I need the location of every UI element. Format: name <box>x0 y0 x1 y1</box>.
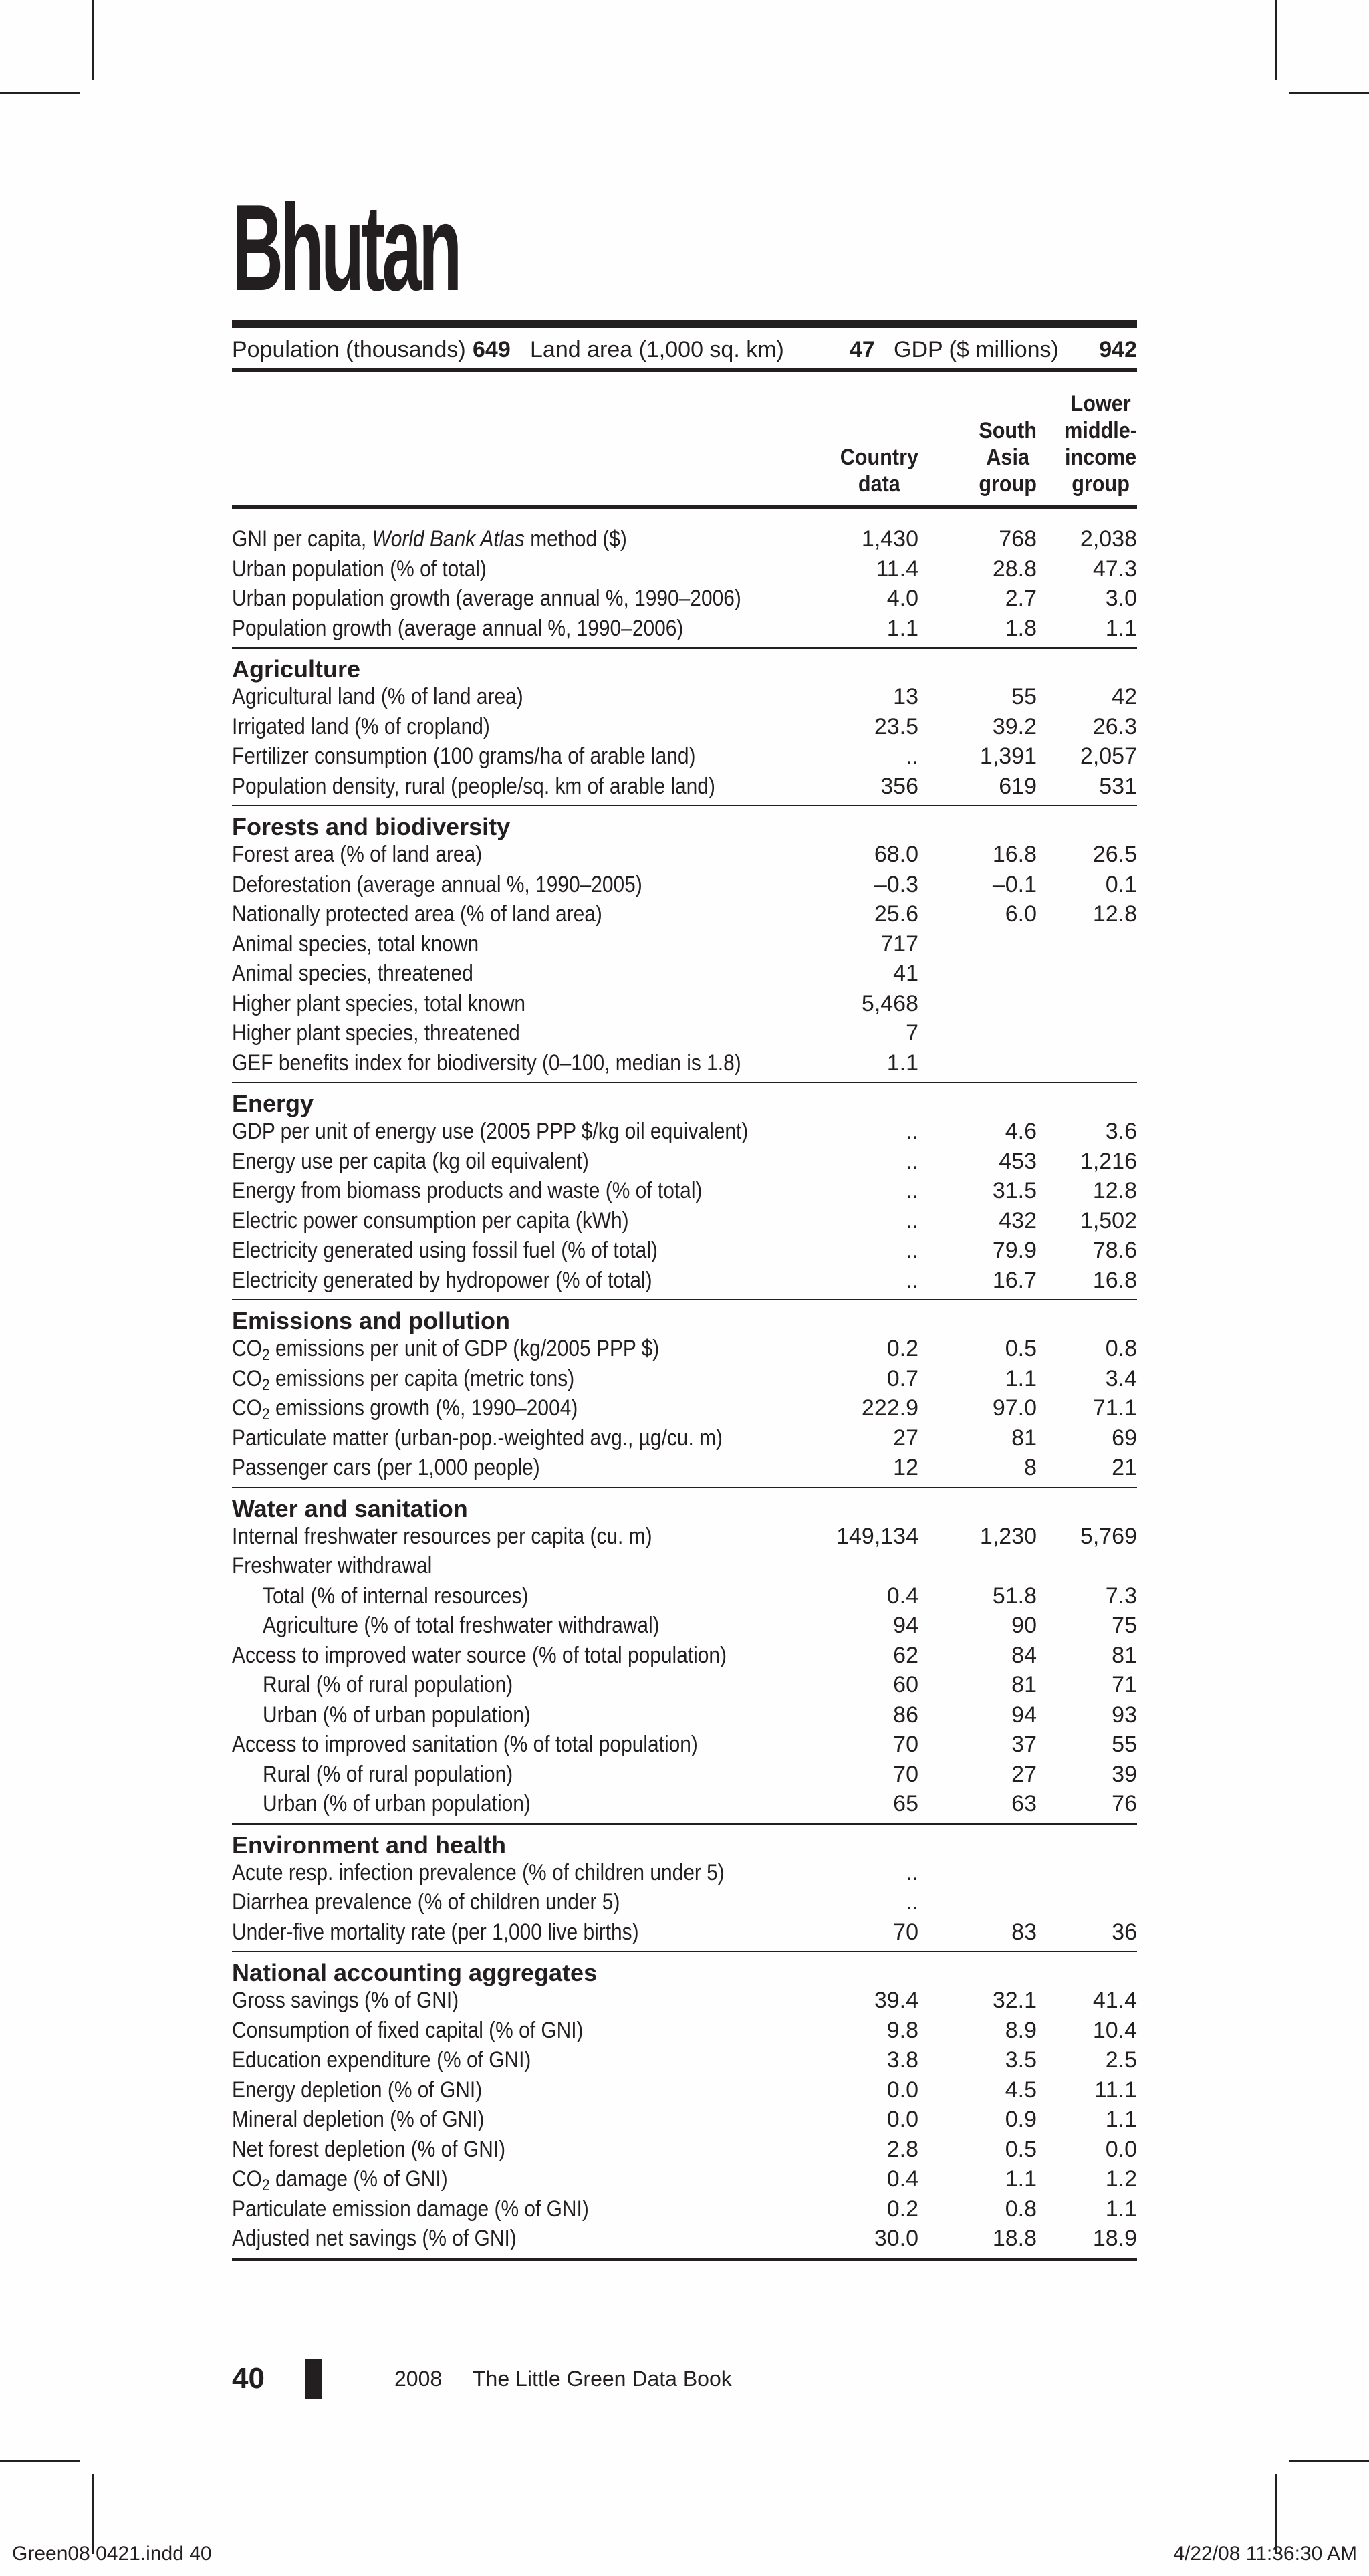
row-value-v2: 81 <box>1011 1425 1037 1451</box>
row-value-v2: 63 <box>1011 1791 1037 1817</box>
row-value-v1: 5,468 <box>861 990 918 1016</box>
row-value-v3: 55 <box>1112 1732 1137 1757</box>
footer-book-title: The Little Green Data Book <box>473 2367 732 2391</box>
table-section <box>232 1488 1137 1825</box>
table-row <box>232 772 1137 802</box>
row-value-v3: 71.1 <box>1092 1395 1137 1421</box>
population-value: 649 <box>473 337 511 362</box>
row-value-v2: 28.8 <box>992 556 1037 582</box>
row-value-v3: 2.5 <box>1105 2047 1137 2073</box>
table-section <box>232 1952 1137 2261</box>
table-row <box>232 1176 1137 1206</box>
table-row <box>232 1117 1137 1147</box>
row-value-v1: 68.0 <box>874 842 918 867</box>
row-label: Population density, rural (people/sq. km of arable land) <box>232 773 715 799</box>
section-title: Water and sanitation <box>232 1494 468 1522</box>
row-value-v1: 0.2 <box>886 1336 918 1361</box>
table-row <box>232 1018 1137 1048</box>
row-label: Diarrhea prevalence (% of children under 5) <box>232 1889 620 1915</box>
row-value-v2: 4.6 <box>1005 1119 1037 1144</box>
row-value-v1: .. <box>906 743 918 769</box>
row-value-v1: 1,430 <box>861 526 918 552</box>
row-value-v2: 1.8 <box>1005 615 1037 641</box>
table-row <box>232 1551 1137 1581</box>
row-label: Acute resp. infection prevalence (% of children under 5) <box>232 1859 725 1885</box>
column-header-country <box>810 444 918 497</box>
table-row <box>232 899 1137 929</box>
row-value-v1: 11.4 <box>876 556 918 582</box>
summary-rule <box>232 368 1137 372</box>
row-label: Energy use per capita (kg oil equivalent) <box>232 1148 589 1174</box>
row-value-v1: 1.1 <box>886 615 918 641</box>
row-label: GNI per capita, World Bank Atlas method ($) <box>232 526 627 552</box>
row-label: Agricultural land (% of land area) <box>232 684 523 709</box>
row-value-v3: 3.6 <box>1105 1119 1137 1144</box>
table-row <box>232 554 1137 584</box>
row-label: Passenger cars (per 1,000 people) <box>232 1455 540 1480</box>
row-value-v1: 0.4 <box>886 2166 918 2192</box>
row-label: GDP per unit of energy use (2005 PPP $/kg oil equivalent) <box>232 1119 749 1144</box>
row-label: Particulate matter (urban-pop.-weighted avg., µg/cu. m) <box>232 1425 723 1451</box>
row-value-v3: 3.0 <box>1105 586 1137 611</box>
row-value-v1: 70 <box>893 1919 918 1945</box>
row-label: Animal species, total known <box>232 931 479 957</box>
row-value-v3: 41.4 <box>1092 1988 1137 2013</box>
page-title: Bhutan <box>232 179 459 316</box>
table-row <box>232 524 1137 554</box>
header-line: South <box>979 418 1037 443</box>
row-label: Access to improved water source (% of total population) <box>232 1642 727 1668</box>
table-row <box>232 2075 1137 2105</box>
header-line: data <box>858 471 900 497</box>
row-value-v1: 0.0 <box>886 2077 918 2103</box>
row-value-v1: 7 <box>906 1020 918 1046</box>
row-value-v1: .. <box>906 1119 918 1144</box>
table-row <box>232 1364 1137 1394</box>
table-row <box>232 2135 1137 2165</box>
row-label: Irrigated land (% of cropland) <box>232 713 490 739</box>
table-row <box>232 1453 1137 1483</box>
land-area-label: Land area (1,000 sq. km) <box>530 337 784 362</box>
row-value-v2: –0.1 <box>992 871 1037 897</box>
row-value-v2: 55 <box>1011 684 1037 709</box>
row-value-v1: 27 <box>893 1425 918 1451</box>
row-value-v3: 21 <box>1112 1455 1137 1480</box>
table-row <box>232 1393 1137 1423</box>
row-value-v2: 94 <box>1011 1702 1037 1728</box>
row-value-v3: 3.4 <box>1105 1365 1137 1391</box>
row-value-v1: .. <box>906 1238 918 1263</box>
page-footer <box>232 2359 1137 2399</box>
row-value-v1: 149,134 <box>836 1523 918 1549</box>
header-line: group <box>1072 471 1130 497</box>
table-row <box>232 2194 1137 2224</box>
header-line: income <box>1065 445 1137 470</box>
row-value-v1: .. <box>906 1859 918 1885</box>
row-label: Urban population growth (average annual %, 1990–2006) <box>232 586 741 611</box>
table-row <box>232 959 1137 989</box>
row-value-v1: .. <box>906 1207 918 1234</box>
crop-mark <box>1275 0 1277 80</box>
row-label: Mineral depletion (% of GNI) <box>232 2107 485 2132</box>
row-value-v3: 1.2 <box>1105 2166 1137 2192</box>
row-value-v3: 1,502 <box>1080 1207 1137 1234</box>
row-value-v1: .. <box>906 1148 918 1174</box>
table-row <box>232 741 1137 772</box>
row-label: Energy depletion (% of GNI) <box>232 2077 483 2103</box>
section-title: Energy <box>232 1090 314 1117</box>
row-label: Education expenditure (% of GNI) <box>232 2047 531 2073</box>
table-row <box>232 1522 1137 1552</box>
table-row <box>232 1236 1137 1266</box>
row-label: Rural (% of rural population) <box>263 1672 513 1697</box>
slug-file: Green08 0421.indd 40 <box>12 2543 212 2565</box>
row-value-v2: 0.5 <box>1005 2136 1037 2162</box>
row-value-v3: 11.1 <box>1094 2077 1137 2103</box>
row-value-v3: 42 <box>1112 684 1137 709</box>
row-value-v2: 4.5 <box>1005 2077 1037 2103</box>
row-value-v1: 39.4 <box>874 1988 918 2013</box>
table-row <box>232 1887 1137 1917</box>
row-value-v3: 1.1 <box>1105 615 1137 641</box>
row-value-v3: 81 <box>1112 1642 1137 1668</box>
table-row <box>232 2045 1137 2075</box>
row-value-v3: 78.6 <box>1092 1238 1137 1263</box>
table-row <box>232 2164 1137 2194</box>
row-value-v3: 12.8 <box>1092 1178 1137 1203</box>
table-row <box>232 989 1137 1019</box>
row-value-v2: 37 <box>1011 1732 1037 1757</box>
row-value-v3: 47.3 <box>1092 556 1137 582</box>
summary-row <box>232 332 1137 367</box>
population-label: Population (thousands) <box>232 337 466 362</box>
row-value-v1: 1.1 <box>886 1050 918 1076</box>
table-row <box>232 614 1137 644</box>
row-label: Agriculture (% of total freshwater withdrawal) <box>263 1613 660 1638</box>
table-section <box>232 1083 1137 1300</box>
column-header-lines <box>979 417 1037 497</box>
row-value-v1: 2.8 <box>886 2136 918 2162</box>
row-label: Electric power consumption per capita (kWh) <box>232 1207 629 1234</box>
crop-mark <box>0 2460 80 2462</box>
row-label: Population growth (average annual %, 1990–2006) <box>232 615 684 641</box>
row-label: Access to improved sanitation (% of total population) <box>232 1732 698 1757</box>
row-label: $CO_2$ damage (% of GNI) <box>232 2166 448 2194</box>
row-value-v1: 86 <box>893 1702 918 1728</box>
row-value-v3: 12.8 <box>1092 901 1137 927</box>
row-label: Rural (% of rural population) <box>263 1761 513 1787</box>
row-value-v1: 70 <box>893 1761 918 1787</box>
row-value-v1: 0.2 <box>886 2196 918 2222</box>
row-value-v1: 717 <box>880 931 918 957</box>
column-header-lines <box>1064 390 1137 497</box>
row-label: Urban population (% of total) <box>232 556 487 582</box>
row-value-v2: 97.0 <box>992 1395 1037 1421</box>
row-value-v1: 60 <box>893 1672 918 1697</box>
row-value-v3: 10.4 <box>1092 2017 1137 2043</box>
header-line: Country <box>840 445 918 470</box>
row-value-v3: 0.8 <box>1105 1336 1137 1361</box>
section-title: Environment and health <box>232 1831 507 1859</box>
row-label: Higher plant species, threatened <box>232 1020 520 1046</box>
row-value-v1: 41 <box>893 961 918 986</box>
row-value-v2: 27 <box>1011 1761 1037 1787</box>
section-title: Emissions and pollution <box>232 1307 511 1334</box>
row-value-v3: 39 <box>1112 1761 1137 1787</box>
row-value-v1: 3.8 <box>886 2047 918 2073</box>
row-value-v2: 1,230 <box>979 1523 1037 1549</box>
row-value-v3: 93 <box>1112 1702 1137 1728</box>
footer-bar <box>305 2359 322 2399</box>
row-value-v3: 76 <box>1112 1791 1137 1817</box>
column-header-lines <box>840 444 918 497</box>
row-label: Net forest depletion (% of GNI) <box>232 2136 506 2162</box>
table-row <box>232 929 1137 959</box>
row-label: $CO_2$ emissions per capita (metric tons) <box>232 1365 575 1394</box>
top-rule <box>232 320 1137 328</box>
crop-mark <box>92 0 94 80</box>
table-row <box>232 870 1137 900</box>
header-line: group <box>979 471 1037 497</box>
row-value-v2: 0.5 <box>1005 1336 1037 1361</box>
land-area-value: 47 <box>850 337 875 362</box>
table-row <box>232 1334 1137 1364</box>
row-label: Animal species, threatened <box>232 961 473 986</box>
row-value-v2: 31.5 <box>992 1178 1037 1203</box>
table-row <box>232 1760 1137 1790</box>
row-value-v1: 94 <box>893 1613 918 1638</box>
row-value-v1: 23.5 <box>874 713 918 739</box>
table-section <box>232 1300 1137 1488</box>
row-value-v2: 6.0 <box>1005 901 1037 927</box>
row-value-v3: 18.9 <box>1092 2226 1137 2251</box>
row-value-v1: 30.0 <box>874 2226 918 2251</box>
header-line: middle- <box>1064 418 1137 443</box>
column-header-lower-middle-income <box>1029 390 1137 497</box>
table-section <box>232 649 1137 806</box>
row-label: Nationally protected area (% of land area) <box>232 901 602 927</box>
row-value-v3: 75 <box>1112 1613 1137 1638</box>
row-value-v3: 2,057 <box>1080 743 1137 769</box>
row-value-v2: 16.8 <box>992 842 1037 867</box>
table-row <box>232 1641 1137 1671</box>
row-value-v2: 83 <box>1011 1919 1037 1945</box>
row-value-v1: 25.6 <box>874 901 918 927</box>
table-row <box>232 1266 1137 1296</box>
row-value-v1: 356 <box>880 773 918 799</box>
table-row <box>232 2105 1137 2135</box>
row-value-v3: 26.3 <box>1092 713 1137 739</box>
row-value-v1: 13 <box>893 684 918 709</box>
row-value-v2: 81 <box>1011 1672 1037 1697</box>
row-value-v1: .. <box>906 1267 918 1293</box>
header-line: Asia <box>986 445 1029 470</box>
indicator-table <box>232 515 1137 2261</box>
row-value-v2: 619 <box>999 773 1037 799</box>
gdp-label: GDP ($ millions) <box>894 337 1059 362</box>
table-row <box>232 1986 1137 2016</box>
row-label: Energy from biomass products and waste (% of total) <box>232 1178 703 1203</box>
row-value-v2: 79.9 <box>992 1238 1037 1263</box>
row-value-v3: 1.1 <box>1105 2107 1137 2132</box>
slug-date: 4/22/08 11:36:30 AM <box>1173 2543 1357 2565</box>
footer-year: 2008 <box>394 2367 443 2391</box>
row-value-v3: 7.3 <box>1105 1583 1137 1609</box>
row-label: Higher plant species, total known <box>232 990 526 1016</box>
row-value-v2: 0.8 <box>1005 2196 1037 2222</box>
row-value-v2: 16.7 <box>992 1267 1037 1293</box>
table-row <box>232 1147 1137 1177</box>
header-rule <box>232 505 1137 509</box>
row-label: $CO_2$ emissions per unit of GDP (kg/2005 PPP $) <box>232 1336 660 1364</box>
row-value-v2: 453 <box>999 1148 1037 1174</box>
row-value-v3: 36 <box>1112 1919 1137 1945</box>
row-value-v2: 32.1 <box>992 1988 1037 2013</box>
row-value-v3: 16.8 <box>1092 1267 1137 1293</box>
section-title: Forests and biodiversity <box>232 813 511 840</box>
row-value-v2: 84 <box>1011 1642 1037 1668</box>
row-value-v1: 0.7 <box>886 1365 918 1391</box>
row-label: Adjusted net savings (% of GNI) <box>232 2226 517 2251</box>
row-value-v2: 51.8 <box>992 1583 1037 1609</box>
row-label: Particulate emission damage (% of GNI) <box>232 2196 589 2222</box>
table-row <box>232 1730 1137 1760</box>
table-row <box>232 2224 1137 2254</box>
header-line: Lower <box>1070 391 1131 417</box>
row-value-v1: –0.3 <box>874 871 918 897</box>
column-header-south-asia <box>928 417 1037 497</box>
row-value-v3: 1,216 <box>1080 1148 1137 1174</box>
row-value-v2: 90 <box>1011 1613 1037 1638</box>
row-value-v1: 0.4 <box>886 1583 918 1609</box>
section-title: Agriculture <box>232 655 361 683</box>
page-number: 40 <box>232 2362 265 2395</box>
row-value-v3: 0.0 <box>1105 2136 1137 2162</box>
table-row <box>232 584 1137 614</box>
row-value-v2: 39.2 <box>992 713 1037 739</box>
row-label: Consumption of fixed capital (% of GNI) <box>232 2017 584 2043</box>
row-value-v1: .. <box>906 1889 918 1915</box>
row-value-v1: 12 <box>893 1455 918 1480</box>
crop-mark <box>1289 92 1369 94</box>
row-value-v3: 5,769 <box>1080 1523 1137 1549</box>
row-value-v2: 3.5 <box>1005 2047 1037 2073</box>
crop-mark <box>1289 2460 1369 2462</box>
table-row <box>232 682 1137 712</box>
table-row <box>232 1700 1137 1730</box>
row-value-v2: 8.9 <box>1005 2017 1037 2043</box>
row-label: Urban (% of urban population) <box>263 1702 531 1728</box>
table-row <box>232 2016 1137 2046</box>
row-value-v2: 2.7 <box>1005 586 1037 611</box>
row-value-v2: 1.1 <box>1005 1365 1037 1391</box>
row-label: Electricity generated by hydropower (% of total) <box>232 1267 652 1293</box>
row-value-v1: 70 <box>893 1732 918 1757</box>
row-value-v1: 9.8 <box>886 2017 918 2043</box>
row-label: GEF benefits index for biodiversity (0–100, median is 1.8) <box>232 1050 741 1076</box>
row-value-v2: 1,391 <box>979 743 1037 769</box>
row-value-v3: 1.1 <box>1105 2196 1137 2222</box>
table-row <box>232 1423 1137 1453</box>
row-value-v3: 71 <box>1112 1672 1137 1697</box>
table-row <box>232 1917 1137 1948</box>
row-value-v3: 2,038 <box>1080 526 1137 552</box>
row-label: Forest area (% of land area) <box>232 842 483 867</box>
row-value-v3: 0.1 <box>1105 871 1137 897</box>
row-label: Urban (% of urban population) <box>263 1791 531 1817</box>
row-label: Freshwater withdrawal <box>232 1553 432 1578</box>
row-label: $CO_2$ emissions growth (%, 1990–2004) <box>232 1395 578 1423</box>
section-title: National accounting aggregates <box>232 1959 598 1986</box>
table-row <box>232 1206 1137 1236</box>
table-section <box>232 806 1137 1083</box>
table-row <box>232 1789 1137 1819</box>
table-row <box>232 1670 1137 1700</box>
row-value-v2: 8 <box>1024 1455 1037 1480</box>
row-value-v2: 1.1 <box>1005 2166 1037 2192</box>
table-row <box>232 1858 1137 1888</box>
row-value-v3: 69 <box>1112 1425 1137 1451</box>
row-value-v1: 62 <box>893 1642 918 1668</box>
table-row <box>232 1581 1137 1611</box>
row-value-v1: 4.0 <box>886 586 918 611</box>
table-row <box>232 712 1137 742</box>
table-section <box>232 1825 1137 1953</box>
row-label: Under-five mortality rate (per 1,000 live births) <box>232 1919 639 1945</box>
row-label: Fertilizer consumption (100 grams/ha of arable land) <box>232 743 696 769</box>
row-value-v2: 18.8 <box>992 2226 1037 2251</box>
row-value-v1: 0.0 <box>886 2107 918 2132</box>
row-value-v2: 432 <box>999 1207 1037 1234</box>
row-label: Gross savings (% of GNI) <box>232 1988 459 2013</box>
row-label: Deforestation (average annual %, 1990–2005) <box>232 871 642 897</box>
row-value-v3: 26.5 <box>1092 842 1137 867</box>
row-value-v1: 65 <box>893 1791 918 1817</box>
crop-mark <box>0 92 80 94</box>
gdp-value: 942 <box>1099 337 1137 362</box>
row-value-v2: 0.9 <box>1005 2107 1037 2132</box>
row-value-v2: 768 <box>999 526 1037 552</box>
table-row <box>232 840 1137 870</box>
row-label: Electricity generated using fossil fuel (% of total) <box>232 1238 658 1263</box>
row-value-v1: 222.9 <box>861 1395 918 1421</box>
row-value-v1: .. <box>906 1178 918 1203</box>
table-row <box>232 1611 1137 1641</box>
table-section <box>232 515 1137 649</box>
table-row <box>232 1048 1137 1078</box>
row-label: Internal freshwater resources per capita (cu. m) <box>232 1523 652 1549</box>
row-value-v3: 531 <box>1099 773 1137 799</box>
row-label: Total (% of internal resources) <box>263 1583 529 1609</box>
